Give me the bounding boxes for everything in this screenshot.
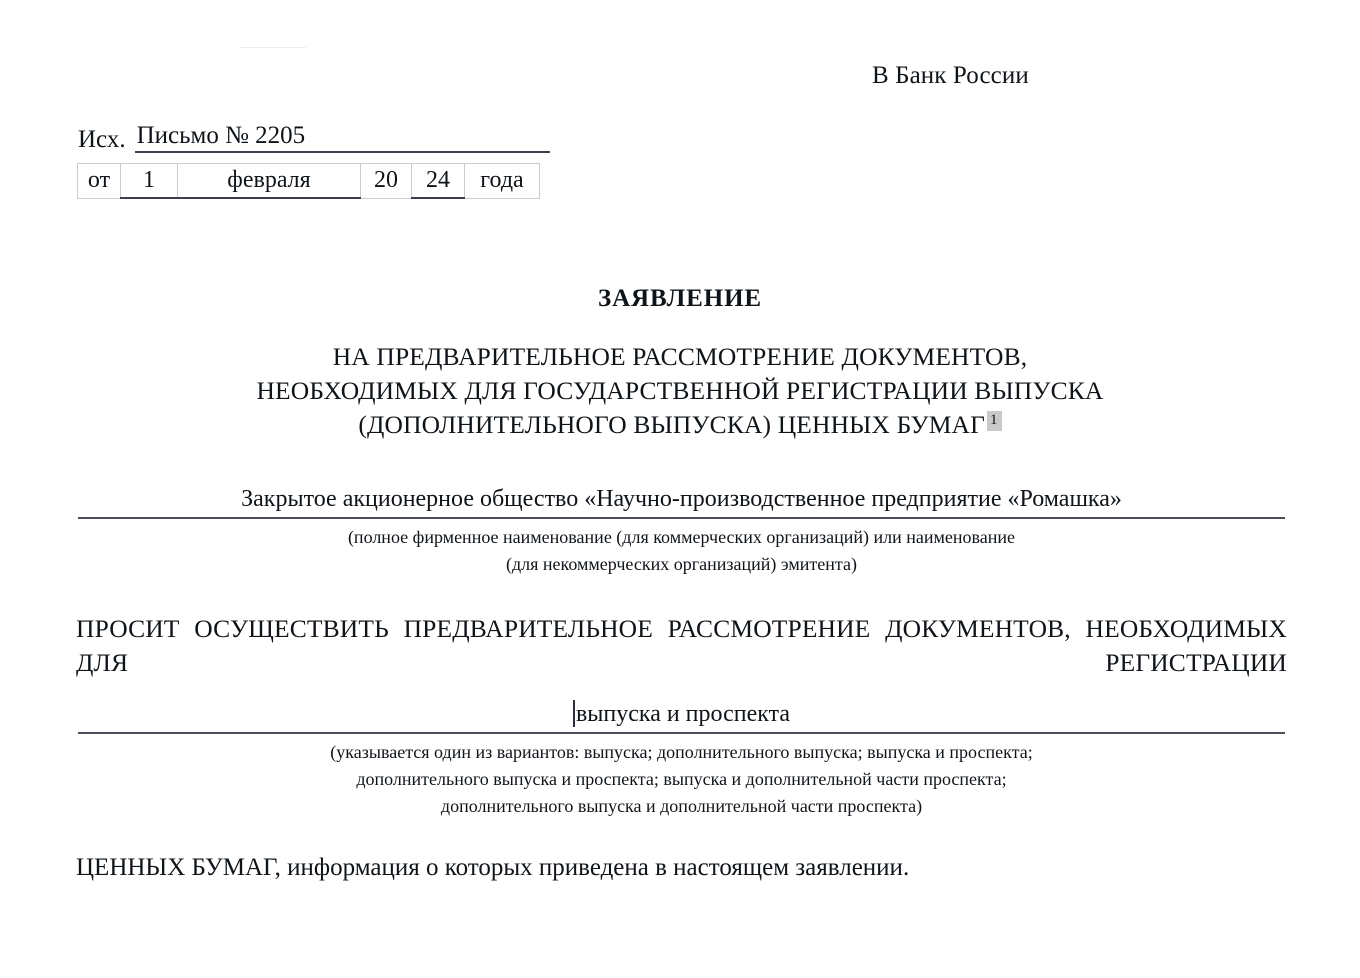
organization-caption-line-1: (полное фирменное наименование (для коммерческих организаций) или наименование bbox=[347, 526, 1016, 547]
date-day-field[interactable]: 1 bbox=[121, 164, 178, 199]
subtitle-line-3-wrapper bbox=[130, 408, 1230, 442]
issue-caption-line-2: дополнительного выпуска и проспекта; выпуска и дополнительной части проспекта; bbox=[356, 768, 1007, 789]
subtitle-line-2: НЕОБХОДИМЫХ ДЛЯ ГОСУДАРСТВЕННОЙ РЕГИСТРАЦИИ ВЫПУСКА bbox=[256, 375, 1104, 405]
organization-name-caption bbox=[78, 519, 1285, 578]
date-century-cell: 20 bbox=[361, 164, 412, 199]
addressee-line: В Банк России bbox=[872, 62, 1029, 89]
date-year-field[interactable]: 24 bbox=[412, 164, 465, 199]
issue-caption-line-1: (указывается один из вариантов: выпуска; дополнительного выпуска; выпуска и проспекта; bbox=[330, 741, 1033, 762]
scan-artifact-line bbox=[240, 47, 306, 48]
organization-name-input[interactable]: Закрытое акционерное общество «Научно-производственное предприятие «Ромашка» bbox=[78, 486, 1285, 519]
outgoing-letter-block bbox=[78, 122, 550, 153]
closing-paragraph: ЦЕННЫХ БУМАГ, информация о которых приведена в настоящем заявлении. bbox=[76, 854, 910, 881]
issue-type-input[interactable]: выпуска и проспекта bbox=[575, 701, 791, 727]
page-title: ЗАЯВЛЕНИЕ bbox=[598, 285, 762, 312]
organization-name-field-group bbox=[78, 486, 1285, 578]
issue-caption-line-3: дополнительного выпуска и дополнительной части проспекта) bbox=[440, 795, 923, 816]
issue-type-field-group bbox=[78, 700, 1285, 820]
footnote-reference-marker[interactable]: 1 bbox=[987, 411, 1002, 431]
outgoing-number-field[interactable]: Письмо № 2205 bbox=[135, 122, 550, 153]
date-row-table bbox=[77, 163, 540, 199]
text-caret bbox=[573, 700, 575, 727]
issue-type-input-wrapper[interactable] bbox=[78, 700, 1285, 734]
subtitle-line-1: НА ПРЕДВАРИТЕЛЬНОЕ РАССМОТРЕНИЕ ДОКУМЕНТОВ, bbox=[332, 342, 1028, 371]
document-subtitle bbox=[130, 340, 1230, 442]
subtitle-line-3: (ДОПОЛНИТЕЛЬНОГО ВЫПУСКА) ЦЕННЫХ БУМАГ bbox=[358, 409, 985, 439]
outgoing-label: Исх. bbox=[78, 126, 126, 153]
date-prefix-cell: от bbox=[78, 164, 121, 199]
issue-type-caption bbox=[78, 734, 1285, 820]
outgoing-row bbox=[78, 122, 550, 153]
date-suffix-cell: года bbox=[465, 164, 540, 199]
request-paragraph: ПРОСИТ ОСУЩЕСТВИТЬ ПРЕДВАРИТЕЛЬНОЕ РАССМОТРЕНИЕ ДОКУМЕНТОВ, НЕОБХОДИМЫХ ДЛЯ РЕГИСТРАЦИИ bbox=[76, 614, 1287, 677]
table-row bbox=[78, 164, 540, 199]
date-month-field[interactable]: февраля bbox=[178, 164, 361, 199]
organization-caption-line-2: (для некоммерческих организаций) эмитента) bbox=[506, 553, 857, 574]
